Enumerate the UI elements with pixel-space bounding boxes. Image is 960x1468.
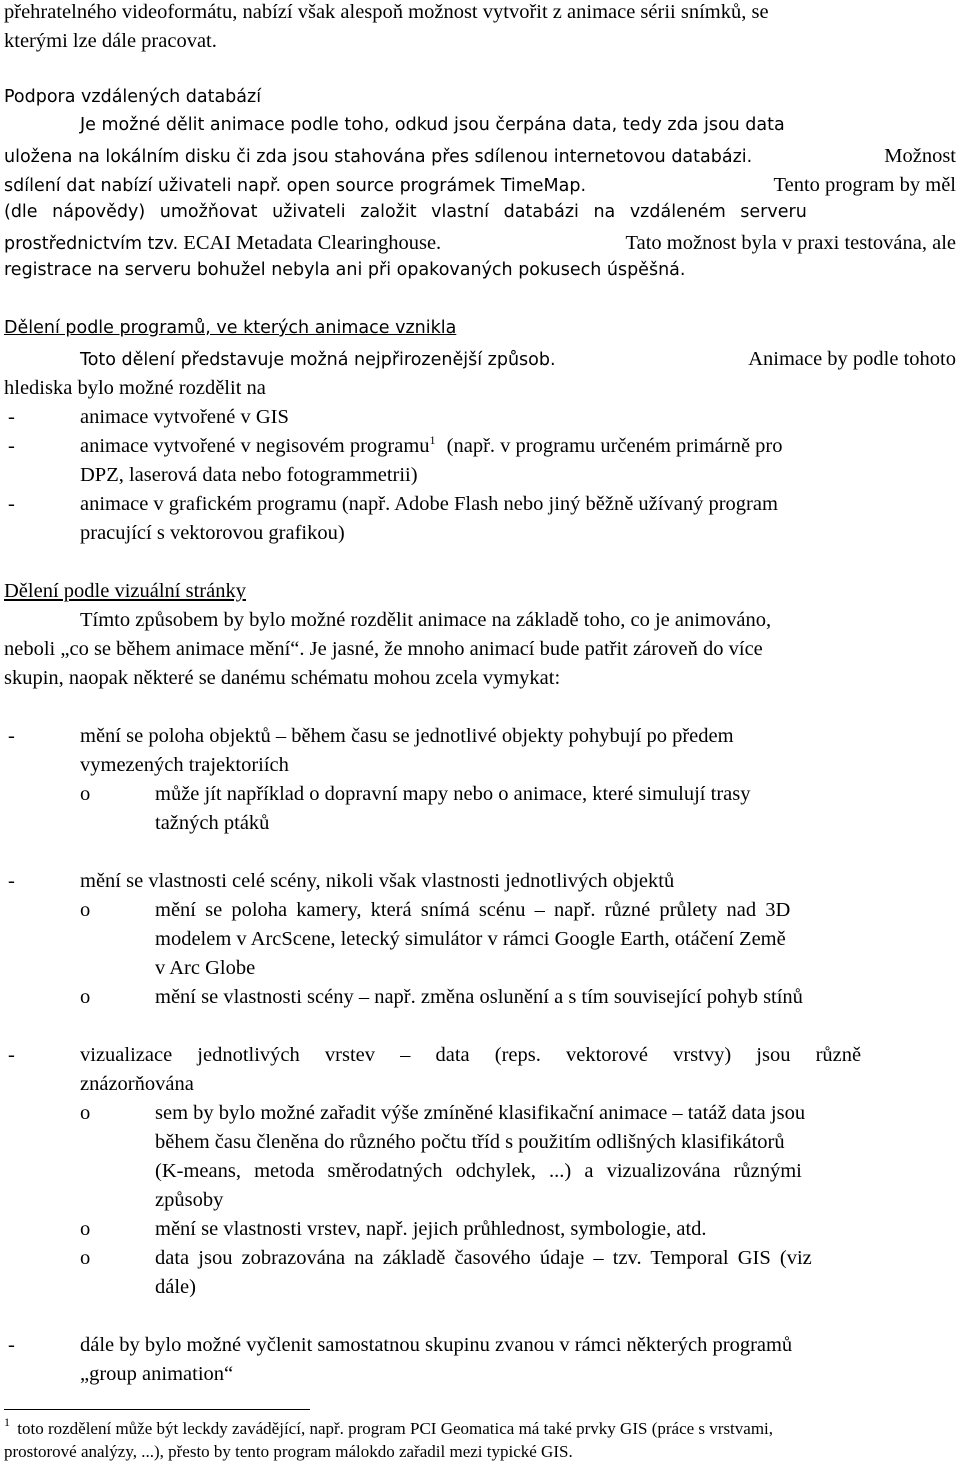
sub-list-item — [80, 900, 90, 921]
sub-list-item: o sem by bylo možné zařadit výše zmíněné klasifikační animace – tatáž data jsou — [80, 1102, 806, 1124]
text-line: data jsou zobrazována na základě časového údaje – tzv. Temporal GIS (viz — [155, 1247, 812, 1269]
bullet-marker: o — [80, 986, 91, 1008]
bullet-marker: o — [80, 783, 91, 805]
text-line: registrace na serveru bohužel nebyla ani při opakovaných pokusech úspěšná. — [4, 260, 686, 280]
text-line: dále) — [155, 1276, 196, 1298]
text-line: „group animation“ — [80, 1363, 234, 1385]
sub-list-item: o mění se vlastnosti scény – např. změna oslunění a s tím související pohyb stínů — [80, 986, 803, 1008]
footnote-line: prostorové analýzy, ...), přesto by tento program málokdo zařadil mezi typické GIS. — [4, 1442, 573, 1461]
dash-marker: - — [8, 406, 15, 428]
section-heading: Podpora vzdálených databází — [4, 87, 262, 107]
list-item-text: animace vytvořené v negisovém programu$^1$ (např. v programu určeném primárně pro — [80, 433, 783, 457]
footnote-ref: 1 — [429, 433, 436, 447]
sub-list-item: o mění se vlastnosti vrstev, např. jejich průhlednost, symbologie, atd. — [80, 1218, 707, 1240]
text-line: mění se poloha kamery, která snímá scénu – např. různé průlety nad 3D — [155, 899, 791, 921]
text-line: vymezených trajektoriích — [80, 754, 289, 776]
text-line: způsoby — [155, 1189, 224, 1211]
text-line: Tímto způsobem by bylo možné rozdělit animace na základě toho, co je animováno, — [80, 609, 772, 631]
dash-marker: - — [8, 870, 15, 892]
sub-list-item — [80, 1248, 90, 1269]
section-heading: Dělení podle programů, ve kterých animace vznikla — [4, 318, 457, 338]
text-line: kterými lze dále pracovat. — [4, 30, 217, 52]
dash-marker: - — [8, 493, 15, 515]
dash-marker: - — [8, 435, 15, 457]
sub-list-item: o může jít například o dopravní mapy nebo o animace, které simulují trasy — [80, 783, 751, 805]
dash-marker: - — [8, 725, 15, 747]
text-line: pracující s vektorovou grafikou) — [80, 522, 345, 544]
text-line: tažných ptáků — [155, 812, 270, 834]
bullet-marker: o — [80, 1102, 91, 1124]
text-line: během času členěna do různého počtu tříd s použitím odlišných klasifikátorů — [155, 1131, 785, 1153]
text-line: DPZ, laserová data nebo fotogrammetrii) — [80, 464, 418, 486]
text-line: prostřednictvím tzv. ECAI Metadata Clearinghouse. Tato možnost byla v praxi testována, ale — [4, 232, 956, 254]
text-line: v Arc Globe — [155, 957, 256, 979]
text-line: sdílení dat nabízí uživateli např. open source prográmek TimeMap. Tento program by měl — [4, 174, 956, 196]
bullet-marker: o — [80, 1218, 91, 1240]
text-line: uložena na lokálním disku či zda jsou stahována přes sdílenou internetovou databázi. Možnost — [4, 145, 956, 167]
text-line: skupin, naopak některé se danému schématu mohou zcela vymykat: — [4, 667, 561, 689]
dash-marker: - — [8, 1044, 15, 1066]
text-line: vizualizace jednotlivých vrstev – data (reps. vektorové vrstvy) jsou různě — [80, 1044, 862, 1066]
section-heading: Dělení podle vizuální stránky — [4, 580, 246, 602]
footnote: $^1$ toto rozdělení může být leckdy zavádějící, např. program PCI Geomatica má také prvky GIS (práce s vrstvami, — [4, 1415, 774, 1438]
text-line: Toto dělení představuje možná nejpřirozenější způsob. Animace by podle tohoto — [80, 348, 956, 370]
text-line: neboli „co se během animace mění“. Je jasné, že mnoho animací bude patřit zároveň do více — [4, 638, 763, 660]
bullet-marker: o — [80, 899, 91, 921]
footnote-rule — [4, 1409, 310, 1410]
text-line: znázorňována — [80, 1073, 194, 1095]
footnote-mark: 1 — [4, 1415, 10, 1429]
text-line: hlediska bylo možné rozdělit na — [4, 377, 266, 399]
text-line: (K-means, metoda směrodatných odchylek, ...) a vizualizována různými — [155, 1160, 802, 1182]
text-line: modelem v ArcScene, letecký simulátor v rámci Google Earth, otáčení Země — [155, 928, 786, 950]
text-line: Je možné dělit animace podle toho, odkud jsou čerpána data, tedy zda jsou data — [80, 115, 785, 135]
text-line: (dle nápovědy) umožňovat uživateli založit vlastní databázi na vzdáleném serveru — [4, 202, 807, 222]
text-line: přehratelného videoformátu, nabízí však alespoň možnost vytvořit z animace sérii snímků, se — [4, 1, 769, 23]
bullet-marker: o — [80, 1247, 91, 1269]
dash-marker: - — [8, 1334, 15, 1356]
